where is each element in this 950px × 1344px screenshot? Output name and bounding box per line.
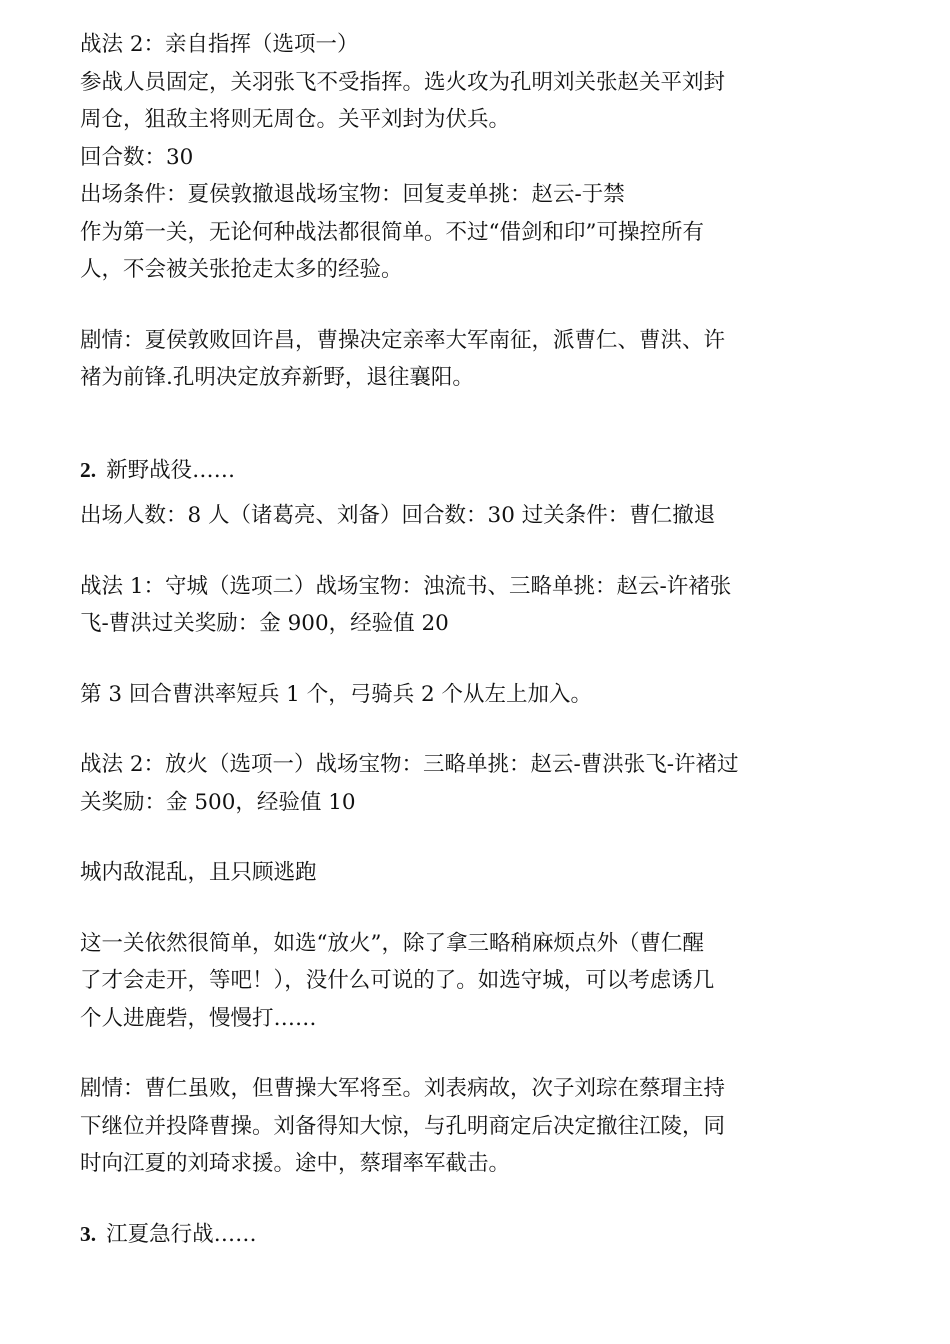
text-line: 了才会走开，等吧！），没什么可说的了。如选守城，可以考虑诱几 [80,968,715,993]
paragraph-gap [80,289,865,322]
section-heading-2 [80,452,865,490]
text-line: 周仓，狙敌主将则无周仓。关平刘封为伏兵。 [80,107,511,132]
paragraph-gap [80,1183,865,1216]
section-heading-3 [80,1216,865,1254]
paragraph-gap [80,1037,865,1070]
text-line: 作为第一关，无论何种战法都很简单。不过“借剑和印”可操控所有 [80,219,704,245]
text-line: 回合数：30 [80,144,194,170]
text-line: 城内敌混乱，且只顾逃跑 [80,860,317,885]
section-title: 新野战役…… [106,457,236,483]
paragraph-gap [80,397,865,430]
paragraph-gap [80,489,865,497]
text-line: 第 3 回合曹洪率短兵 1 个，弓骑兵 2 个从左上加入。 [80,681,593,707]
section-number: 3. [80,1221,97,1246]
paragraph-gap [80,430,865,452]
text-line: 关奖励：金 500，经验值 10 [80,789,356,815]
text-line: 参战人员固定，关羽张飞不受指挥。选火攻为孔明刘关张赵关平刘封 [80,69,726,95]
text-line: 个人进鹿砦，慢慢打…… [80,1005,317,1031]
text-line: 下继位并投降曹操。刘备得知大惊，与孔明商定后决定撤往江陵，同 [80,1113,726,1139]
section-title: 江夏急行战…… [106,1221,257,1247]
text-line: 这一关依然很简单，如选“放火”，除了拿三略稍麻烦点外（曹仁醒 [80,930,704,956]
document-page [80,26,865,1253]
paragraph-gap [80,535,865,568]
text-line: 战法 1：守城（选项二）战场宝物：浊流书、三略单挑：赵云-许褚张 [80,573,732,599]
text-line: 人，不会被关张抢走太多的经验。 [80,257,403,282]
text-line: 时向江夏的刘琦求援。途中，蔡瑁率军截击。 [80,1151,511,1176]
text-line: 剧情：夏侯敦败回许昌，曹操决定亲率大军南征，派曹仁、曹洪、许 [80,327,726,353]
text-line: 出场条件：夏侯敦撤退战场宝物：回复麦单挑：赵云-于禁 [80,182,625,207]
text-line: 剧情：曹仁虽败，但曹操大军将至。刘表病故，次子刘琮在蔡瑁主持 [80,1076,726,1101]
text-line: 飞-曹洪过关奖励：金 900，经验值 20 [80,611,449,636]
paragraph-gap [80,643,865,676]
text-line: 出场人数：8 人（诸葛亮、刘备）回合数：30 过关条件：曹仁撤退 [80,503,716,528]
text-line: 褚为前锋.孔明决定放弃新野，退往襄阳。 [80,365,474,390]
paragraph-gap [80,892,865,925]
section-number: 2. [80,457,97,482]
paragraph-gap [80,713,865,746]
paragraph-gap [80,821,865,854]
text-line: 战法 2：放火（选项一）战场宝物：三略单挑：赵云-曹洪张飞-许褚过 [80,752,739,777]
text-line: 战法 2：亲自指挥（选项一） [80,32,359,57]
